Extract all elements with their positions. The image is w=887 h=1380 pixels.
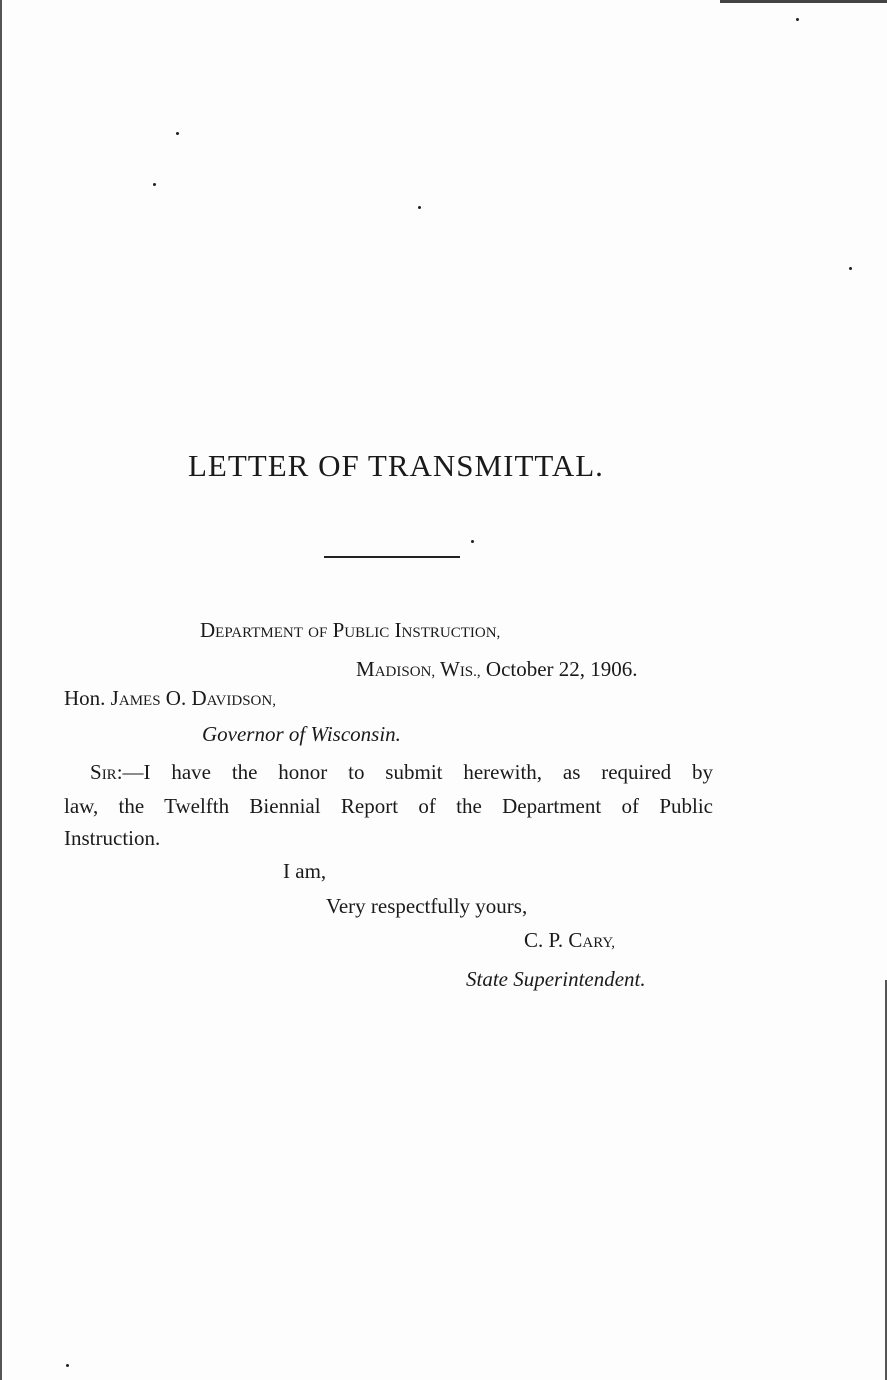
letter-title: LETTER OF TRANSMITTAL. xyxy=(188,448,604,483)
scan-edge-top xyxy=(720,0,887,3)
scan-speck xyxy=(66,1364,69,1367)
scan-speck xyxy=(418,206,421,209)
signer-name: C. P. CARY, xyxy=(524,928,616,952)
department-line: DEPARTMENT OF PUBLIC INSTRUCTION, xyxy=(200,618,501,642)
signer-title: State Superintendent. xyxy=(466,967,646,991)
scan-speck xyxy=(176,132,179,135)
scan-speck xyxy=(796,18,799,21)
closing-valediction: Very respectfully yours, xyxy=(326,894,528,918)
scan-speck xyxy=(471,540,474,543)
title-divider xyxy=(324,556,460,558)
scan-edge-left xyxy=(0,0,2,1380)
body-line-3: Instruction. xyxy=(64,826,161,850)
addressee-name: Hon. JAMES O. DAVIDSON, xyxy=(64,686,276,710)
body-line-1: SIR:—I have the honor to submit herewith, as required by xyxy=(90,760,713,784)
addressee-title: Governor of Wisconsin. xyxy=(202,722,401,746)
scan-speck xyxy=(153,183,156,186)
closing-i-am: I am, xyxy=(283,859,327,883)
scan-speck xyxy=(849,267,852,270)
place-date-line: MADISON, WIS., October 22, 1906. xyxy=(356,657,638,681)
body-line-2: law, the Twelfth Biennial Report of the Department of Public xyxy=(64,794,713,818)
